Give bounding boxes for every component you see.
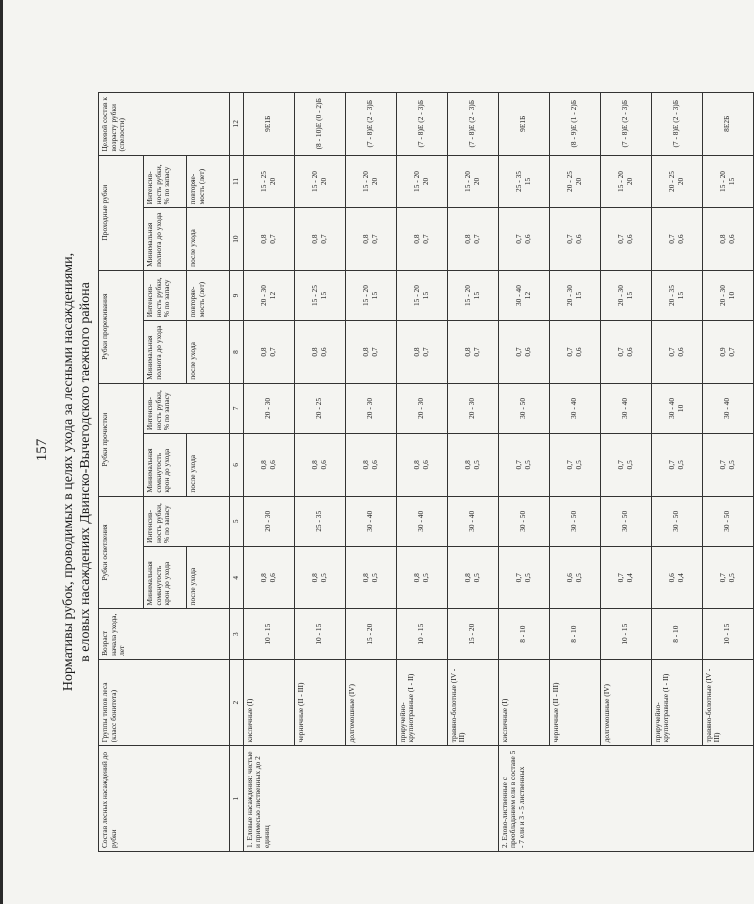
cell-value: 0,7 bbox=[565, 234, 574, 244]
cell-value: 0,7 bbox=[318, 234, 328, 244]
cell-value: 15 bbox=[318, 291, 328, 300]
cell-value: 0,7 bbox=[514, 234, 523, 244]
cell-value: 0,5 bbox=[675, 460, 685, 470]
header-after-care: после ухода bbox=[187, 434, 230, 496]
pro-crown-cell bbox=[396, 434, 447, 496]
cell-value: 0,8 bbox=[259, 573, 268, 583]
forest-type-cell: долгомошные (IV) bbox=[600, 659, 651, 745]
pro-intensity-cell: 30 - 40 bbox=[600, 383, 651, 433]
cell-value: 0,6 bbox=[522, 347, 532, 357]
column-number: 7 bbox=[230, 383, 244, 433]
prh-intensity-cell bbox=[498, 155, 549, 208]
cell-value: 15 - 20 bbox=[361, 170, 370, 192]
prh-intensity-cell bbox=[549, 155, 600, 208]
header-intensity: Интенсив-ность рубки, % по запасу bbox=[144, 496, 230, 546]
cell-value: 15 bbox=[624, 291, 634, 300]
prz-intensity-cell bbox=[549, 270, 600, 320]
prz-density-cell bbox=[702, 321, 753, 383]
target-composition-cell: (8 - 10)Е (0 - 2)Б bbox=[294, 93, 345, 156]
header-target: Целевой состав к возрасту рубки (спелости) bbox=[99, 93, 230, 156]
column-number: 11 bbox=[230, 155, 244, 208]
osv-crown-cell bbox=[345, 547, 396, 609]
age-cell: 15 - 20 bbox=[447, 609, 498, 659]
cell-value: 0,7 bbox=[616, 347, 625, 357]
pro-crown-cell bbox=[600, 434, 651, 496]
cell-value: 0,8 bbox=[310, 573, 319, 583]
cell-value: 0,8 bbox=[463, 573, 472, 583]
cell-value: 15 - 20 bbox=[412, 285, 421, 307]
cell-value: 20 - 30 bbox=[718, 285, 727, 307]
cell-value: 0,8 bbox=[259, 460, 268, 470]
age-cell: 8 - 10 bbox=[549, 609, 600, 659]
age-cell: 10 - 15 bbox=[702, 609, 753, 659]
osv-crown-cell bbox=[549, 547, 600, 609]
pro-crown-cell bbox=[345, 434, 396, 496]
prz-intensity-cell bbox=[345, 270, 396, 320]
header-forest-type: Группы типов леса (класс бонитета) bbox=[99, 659, 230, 745]
header-repeat: повторяе-мость (лет) bbox=[187, 270, 230, 320]
prh-density-cell bbox=[396, 208, 447, 270]
header-intensity: Интенсив-ность рубки, % по запасу bbox=[144, 155, 187, 208]
cell-value: 0,7 bbox=[471, 347, 481, 357]
age-cell: 10 - 15 bbox=[243, 609, 294, 659]
cell-value: 0,5 bbox=[522, 460, 532, 470]
cell-value: 0,6 bbox=[675, 347, 685, 357]
target-composition-cell: 8Е2Б bbox=[702, 93, 753, 156]
pro-intensity-cell: 20 - 30 bbox=[243, 383, 294, 433]
pro-crown-cell bbox=[447, 434, 498, 496]
header-prokhodnye: Проходные рубки bbox=[99, 155, 144, 270]
cell-value: 0,5 bbox=[420, 573, 430, 583]
osv-crown-cell bbox=[243, 547, 294, 609]
osv-intensity-cell: 20 - 30 bbox=[243, 496, 294, 546]
header-after-care: после ухода bbox=[187, 547, 230, 609]
osv-intensity-cell: 30 - 50 bbox=[651, 496, 702, 546]
cell-value: 0,5 bbox=[522, 573, 532, 583]
cell-value: 25 - 35 bbox=[514, 170, 523, 192]
pro-intensity-cell: 20 - 30 bbox=[345, 383, 396, 433]
prz-density-cell bbox=[243, 321, 294, 383]
cell-value: 15 - 20 bbox=[616, 170, 625, 192]
prh-density-cell bbox=[651, 208, 702, 270]
cell-value: 0,7 bbox=[471, 234, 481, 244]
page-number: 157 bbox=[34, 438, 50, 462]
forest-type-cell: травяно-болотные (IV - III) bbox=[702, 659, 753, 745]
cell-value: 0,5 bbox=[573, 460, 583, 470]
osv-intensity-cell: 25 - 35 bbox=[294, 496, 345, 546]
prz-intensity-cell bbox=[396, 270, 447, 320]
prh-intensity-cell bbox=[396, 155, 447, 208]
scan-edge bbox=[0, 0, 3, 904]
cell-value: 20 bbox=[573, 177, 583, 186]
cell-value: 20 bbox=[420, 177, 430, 186]
prh-density-cell bbox=[447, 208, 498, 270]
cell-value: 0,7 bbox=[420, 347, 430, 357]
prh-density-cell bbox=[294, 208, 345, 270]
osv-intensity-cell: 30 - 40 bbox=[345, 496, 396, 546]
osv-crown-cell bbox=[651, 547, 702, 609]
osv-crown-cell bbox=[600, 547, 651, 609]
osv-crown-cell bbox=[702, 547, 753, 609]
cell-value: 0,8 bbox=[361, 573, 370, 583]
prh-intensity-cell bbox=[651, 155, 702, 208]
cell-value: 0,8 bbox=[361, 460, 370, 470]
table-row bbox=[702, 93, 753, 852]
osv-intensity-cell: 30 - 40 bbox=[447, 496, 498, 546]
osv-crown-cell bbox=[294, 547, 345, 609]
cell-value: 0,6 bbox=[267, 573, 277, 583]
cell-value: 0,7 bbox=[616, 460, 625, 470]
header-age: Возраст начала ухода, лет bbox=[99, 609, 230, 659]
cell-value: 0,6 bbox=[267, 460, 277, 470]
title-line: Нормативы рубок, проводимых в целях ухода за лесными насаждениями, bbox=[61, 252, 76, 692]
cell-value: 15 - 25 bbox=[310, 285, 319, 307]
prh-density-cell bbox=[498, 208, 549, 270]
cell-value: 20 bbox=[675, 177, 685, 186]
prh-intensity-cell bbox=[702, 155, 753, 208]
prz-intensity-cell bbox=[243, 270, 294, 320]
cell-value: 0,7 bbox=[514, 460, 523, 470]
cell-value: 0,5 bbox=[471, 573, 481, 583]
cell-value: 0,8 bbox=[463, 347, 472, 357]
cell-value: 15 - 20 bbox=[310, 170, 319, 192]
pro-crown-cell bbox=[243, 434, 294, 496]
cell-value: 15 - 20 bbox=[463, 285, 472, 307]
column-number: 3 bbox=[230, 609, 244, 659]
cell-value: 0,5 bbox=[726, 460, 736, 470]
target-composition-cell: (7 - 8)Е (2 - 3)Б bbox=[345, 93, 396, 156]
prh-density-cell bbox=[702, 208, 753, 270]
prz-density-cell bbox=[447, 321, 498, 383]
pro-crown-cell bbox=[651, 434, 702, 496]
prz-intensity-cell bbox=[702, 270, 753, 320]
prh-density-cell bbox=[600, 208, 651, 270]
table-row bbox=[651, 93, 702, 852]
cell-value: 15 - 20 bbox=[361, 285, 370, 307]
age-cell: 8 - 10 bbox=[498, 609, 549, 659]
cell-value: 0,5 bbox=[369, 573, 379, 583]
prz-density-cell bbox=[396, 321, 447, 383]
cell-value: 0,8 bbox=[361, 234, 370, 244]
cell-value: 0,7 bbox=[267, 234, 277, 244]
header-intensity: Интенсив-ность рубки, % по запасу bbox=[144, 383, 230, 433]
cell-value: 0,7 bbox=[514, 573, 523, 583]
prz-density-cell bbox=[651, 321, 702, 383]
norms-table bbox=[98, 92, 754, 852]
forest-type-cell: травяно-болотные (IV - III) bbox=[447, 659, 498, 745]
cell-value: 30 - 40 bbox=[514, 285, 523, 307]
age-cell: 15 - 20 bbox=[345, 609, 396, 659]
cell-value: 0,7 bbox=[667, 460, 676, 470]
cell-value: 0,6 bbox=[726, 234, 736, 244]
cell-value: 0,7 bbox=[420, 234, 430, 244]
cell-value: 0,4 bbox=[675, 573, 685, 583]
osv-intensity-cell: 30 - 50 bbox=[498, 496, 549, 546]
cell-value: 0,8 bbox=[310, 234, 319, 244]
cell-value: 15 - 20 bbox=[718, 170, 727, 192]
prz-density-cell bbox=[549, 321, 600, 383]
table-row bbox=[243, 93, 294, 852]
prh-intensity-cell bbox=[294, 155, 345, 208]
osv-intensity-cell: 30 - 50 bbox=[600, 496, 651, 546]
cell-value: 20 bbox=[369, 177, 379, 186]
header-osvetleniya: Рубки осветления bbox=[99, 496, 144, 609]
table-row bbox=[396, 93, 447, 852]
cell-value: 0,7 bbox=[565, 460, 574, 470]
cell-value: 0,7 bbox=[267, 347, 277, 357]
pro-crown-cell bbox=[294, 434, 345, 496]
header-repeat: повторяе-мость (лет) bbox=[187, 155, 230, 208]
forest-type-cell: приручейно-крупнотравные (I - II) bbox=[396, 659, 447, 745]
cell-value: 0,8 bbox=[361, 347, 370, 357]
prz-density-cell bbox=[345, 321, 396, 383]
header-min-density: Минимальная полнота до ухода bbox=[144, 321, 187, 383]
target-composition-cell: (7 - 8)Е (2 - 3)Б bbox=[651, 93, 702, 156]
forest-type-cell: черничные (II - III) bbox=[294, 659, 345, 745]
header-min-crown: Минимальная сомкнутость крон до ухода bbox=[144, 547, 187, 609]
cell-value: 0,8 bbox=[718, 234, 727, 244]
pro-intensity-cell: 20 - 30 bbox=[396, 383, 447, 433]
osv-crown-cell bbox=[447, 547, 498, 609]
cell-value: 0,6 bbox=[522, 234, 532, 244]
header-after-care: после ухода bbox=[187, 208, 230, 270]
cell-value: 0,7 bbox=[616, 573, 625, 583]
cell-value: 0,7 bbox=[667, 234, 676, 244]
column-number: 1 bbox=[230, 746, 244, 852]
cell-value: 0,8 bbox=[412, 460, 421, 470]
cell-value: 0,7 bbox=[369, 234, 379, 244]
cell-value: 0,6 bbox=[420, 460, 430, 470]
column-number: 10 bbox=[230, 208, 244, 270]
prz-intensity-cell bbox=[600, 270, 651, 320]
cell-value: 0,6 bbox=[675, 234, 685, 244]
header-composition: Состав лесных насаждений до рубки bbox=[99, 746, 230, 852]
age-cell: 10 - 15 bbox=[396, 609, 447, 659]
header-after-care: после ухода bbox=[187, 321, 230, 383]
table-body bbox=[243, 93, 753, 852]
cell-value: 15 bbox=[675, 291, 685, 300]
header-intensity: Интенсив-ность рубки, % по запасу bbox=[144, 270, 187, 320]
rotated-table-frame bbox=[60, 92, 736, 852]
cell-value: 0,6 bbox=[565, 573, 574, 583]
column-number: 5 bbox=[230, 496, 244, 546]
cell-value: 0,7 bbox=[718, 460, 727, 470]
column-number: 8 bbox=[230, 321, 244, 383]
document-title bbox=[60, 92, 98, 852]
pro-intensity-cell: 20 - 25 bbox=[294, 383, 345, 433]
cell-value: 0,6 bbox=[318, 347, 328, 357]
pro-intensity-cell: 20 - 30 bbox=[447, 383, 498, 433]
pro-crown-cell bbox=[549, 434, 600, 496]
cell-value: 20 bbox=[267, 177, 277, 186]
prz-density-cell bbox=[498, 321, 549, 383]
cell-value: 15 bbox=[522, 177, 532, 186]
cell-value: 0,8 bbox=[259, 347, 268, 357]
cell-value: 15 - 25 bbox=[259, 170, 268, 192]
forest-type-cell: долгомошные (IV) bbox=[345, 659, 396, 745]
column-number: 9 bbox=[230, 270, 244, 320]
cell-value: 15 bbox=[420, 291, 430, 300]
cell-value: 0,5 bbox=[318, 573, 328, 583]
pro-intensity-cell: 30 - 50 bbox=[498, 383, 549, 433]
cell-value: 0,5 bbox=[471, 460, 481, 470]
cell-value: 0,8 bbox=[259, 234, 268, 244]
osv-intensity-cell: 30 - 50 bbox=[549, 496, 600, 546]
cell-value: 0,8 bbox=[412, 573, 421, 583]
table-row bbox=[498, 93, 549, 852]
header-min-density: Минимальная полнота до ухода bbox=[144, 208, 187, 270]
cell-value: 0,8 bbox=[412, 347, 421, 357]
forest-type-cell: приручейно-крупнотравные (I - II) bbox=[651, 659, 702, 745]
pro-crown-cell bbox=[702, 434, 753, 496]
cell-value: 20 bbox=[471, 177, 481, 186]
table-row bbox=[294, 93, 345, 852]
cell-value: 0,7 bbox=[616, 234, 625, 244]
prh-density-cell bbox=[243, 208, 294, 270]
header-min-crown: Минимальная сомкнутость крон до ухода bbox=[144, 434, 187, 496]
cell-value: 0,6 bbox=[369, 460, 379, 470]
cell-value: 0,6 bbox=[318, 460, 328, 470]
target-composition-cell: (7 - 8)Е (2 - 3)Б bbox=[396, 93, 447, 156]
prh-intensity-cell bbox=[447, 155, 498, 208]
target-composition-cell: (7 - 8)Е (2 - 3)Б bbox=[447, 93, 498, 156]
target-composition-cell: (8 - 9)Е (1 - 2)Б bbox=[549, 93, 600, 156]
cell-value: 0,5 bbox=[726, 573, 736, 583]
cell-value: 0,6 bbox=[573, 234, 583, 244]
cell-value: 12 bbox=[267, 291, 277, 300]
cell-value: 20 - 30 bbox=[616, 285, 625, 307]
cell-value: 0,7 bbox=[726, 347, 736, 357]
column-number: 6 bbox=[230, 434, 244, 496]
age-cell: 8 - 10 bbox=[651, 609, 702, 659]
osv-crown-cell bbox=[396, 547, 447, 609]
prh-intensity-cell bbox=[600, 155, 651, 208]
forest-type-cell: кисличные (I) bbox=[498, 659, 549, 745]
cell-value: 15 - 20 bbox=[463, 170, 472, 192]
table-row bbox=[345, 93, 396, 852]
group-label: 2. Елово-лиственные с преобладанием ели в составе 5 - 7 ели и 3 - 5 лиственных bbox=[498, 746, 753, 852]
prz-density-cell bbox=[294, 321, 345, 383]
title-line: в еловых насаждениях Двинско-Вычегодского таежного района bbox=[78, 282, 93, 662]
prz-intensity-cell bbox=[447, 270, 498, 320]
column-number: 2 bbox=[230, 659, 244, 745]
group-label: 1. Еловые насаждения: чистые и примесью лиственных до 2 единиц bbox=[243, 746, 498, 852]
age-cell: 10 - 15 bbox=[600, 609, 651, 659]
cell-value: 30 - 40 bbox=[667, 397, 676, 419]
prh-density-cell bbox=[549, 208, 600, 270]
osv-crown-cell bbox=[498, 547, 549, 609]
cell-value: 0,7 bbox=[514, 347, 523, 357]
cell-value: 20 bbox=[624, 177, 634, 186]
pro-crown-cell bbox=[498, 434, 549, 496]
cell-value: 20 - 25 bbox=[667, 170, 676, 192]
forest-type-cell: кисличные (I) bbox=[243, 659, 294, 745]
table-row bbox=[600, 93, 651, 852]
target-composition-cell: (7 - 8)Е (2 - 3)Б bbox=[600, 93, 651, 156]
prz-density-cell bbox=[600, 321, 651, 383]
target-composition-cell: 9Е1Б bbox=[498, 93, 549, 156]
cell-value: 15 - 20 bbox=[412, 170, 421, 192]
header-prochistki: Рубки прочистки bbox=[99, 383, 144, 496]
cell-value: 20 - 35 bbox=[667, 285, 676, 307]
cell-value: 0,7 bbox=[667, 347, 676, 357]
cell-value: 0,7 bbox=[369, 347, 379, 357]
cell-value: 0,8 bbox=[463, 234, 472, 244]
cell-value: 15 bbox=[573, 291, 583, 300]
cell-value: 20 - 30 bbox=[565, 285, 574, 307]
age-cell: 10 - 15 bbox=[294, 609, 345, 659]
cell-value: 20 - 30 bbox=[259, 285, 268, 307]
pro-intensity-cell: 30 - 40 bbox=[549, 383, 600, 433]
forest-type-cell: черничные (II - III) bbox=[549, 659, 600, 745]
cell-value: 0,9 bbox=[718, 347, 727, 357]
table-row bbox=[447, 93, 498, 852]
prh-intensity-cell bbox=[243, 155, 294, 208]
prz-intensity-cell bbox=[651, 270, 702, 320]
cell-value: 10 bbox=[726, 291, 736, 300]
osv-intensity-cell: 30 - 50 bbox=[702, 496, 753, 546]
prz-intensity-cell bbox=[294, 270, 345, 320]
cell-value: 0,7 bbox=[565, 347, 574, 357]
cell-value: 12 bbox=[522, 291, 532, 300]
cell-value: 15 bbox=[369, 291, 379, 300]
pro-intensity-cell bbox=[651, 383, 702, 433]
cell-value: 0,8 bbox=[412, 234, 421, 244]
header-prorezhivaniya: Рубки прореживания bbox=[99, 270, 144, 383]
cell-value: 0,4 bbox=[624, 573, 634, 583]
cell-value: 20 bbox=[318, 177, 328, 186]
prz-intensity-cell bbox=[498, 270, 549, 320]
cell-value: 0,8 bbox=[310, 460, 319, 470]
cell-value: 0,5 bbox=[624, 460, 634, 470]
cell-value: 0,7 bbox=[718, 573, 727, 583]
cell-value: 20 - 25 bbox=[565, 170, 574, 192]
pro-intensity-cell: 30 - 40 bbox=[702, 383, 753, 433]
column-number: 12 bbox=[230, 93, 244, 156]
cell-value: 0,6 bbox=[667, 573, 676, 583]
cell-value: 0,6 bbox=[624, 234, 634, 244]
osv-intensity-cell: 30 - 40 bbox=[396, 496, 447, 546]
target-composition-cell: 9Е1Б bbox=[243, 93, 294, 156]
table-row bbox=[549, 93, 600, 852]
cell-value: 15 bbox=[471, 291, 481, 300]
cell-value: 0,8 bbox=[310, 347, 319, 357]
cell-value: 0,6 bbox=[573, 347, 583, 357]
cell-value: 10 bbox=[675, 404, 685, 413]
cell-value: 0,5 bbox=[573, 573, 583, 583]
cell-value: 15 bbox=[726, 177, 736, 186]
cell-value: 0,8 bbox=[463, 460, 472, 470]
prh-density-cell bbox=[345, 208, 396, 270]
prh-intensity-cell bbox=[345, 155, 396, 208]
cell-value: 0,6 bbox=[624, 347, 634, 357]
column-number: 4 bbox=[230, 547, 244, 609]
